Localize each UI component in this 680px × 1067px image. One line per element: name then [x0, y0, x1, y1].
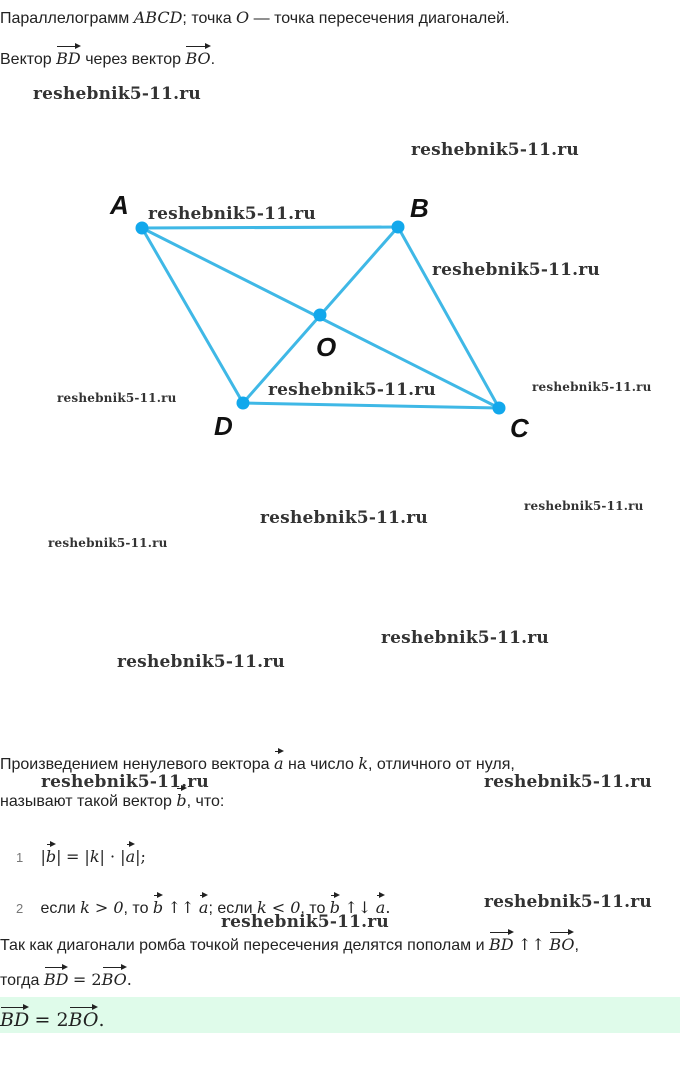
- vector-bo: BO: [185, 44, 210, 70]
- theory-text: называют такой вектор: [0, 793, 172, 810]
- theory-text: , отличного от нуля,: [368, 756, 515, 773]
- period: .: [385, 898, 391, 917]
- label-c: C: [510, 413, 529, 443]
- abs-dot: | · |: [99, 847, 126, 866]
- math-condition: k < 0: [256, 898, 301, 917]
- watermark: reshebnik5-11.ru: [48, 536, 168, 550]
- problem-text: Параллелограмм: [0, 10, 130, 27]
- list-number: 1: [16, 850, 24, 865]
- theory-text: ; если: [208, 900, 253, 917]
- watermark: reshebnik5-11.ru: [117, 652, 285, 672]
- point-d: [237, 397, 250, 410]
- side-ab: [142, 227, 398, 228]
- problem-text: .: [210, 51, 216, 68]
- vector-bd: BD: [489, 930, 514, 956]
- vector-a: a: [376, 893, 386, 919]
- watermark: reshebnik5-11.ru: [221, 912, 389, 932]
- point-a: [136, 222, 149, 235]
- vector-bo: BO: [102, 965, 127, 991]
- problem-text: через вектор: [85, 51, 182, 68]
- vector-b: b: [330, 893, 340, 919]
- abs-open: |: [40, 847, 46, 866]
- point-c: [493, 402, 506, 415]
- codirectional-symbol: ↑↑: [167, 898, 195, 917]
- period: .: [126, 970, 132, 989]
- period: .: [98, 1009, 105, 1031]
- theory-text: , что:: [186, 793, 225, 810]
- antidirectional-symbol: ↑↓: [344, 898, 372, 917]
- vector-bd: BD: [0, 1005, 29, 1031]
- math-k: k: [89, 847, 100, 866]
- vector-bo: BO: [69, 1005, 99, 1031]
- label-d: D: [214, 411, 233, 441]
- watermark: reshebnik5-11.ru: [57, 391, 177, 405]
- watermark: reshebnik5-11.ru: [532, 380, 652, 394]
- math-condition: k > 0: [80, 898, 124, 917]
- math-k: k: [358, 754, 369, 773]
- vector-bo: BO: [549, 930, 574, 956]
- equation-sign: = 2: [34, 1009, 69, 1031]
- solution-text: Так как диагонали ромба точкой пересечения делятся пополам и: [0, 937, 485, 954]
- solution-text: ,: [574, 937, 579, 954]
- watermark: reshebnik5-11.ru: [432, 260, 600, 280]
- watermark: reshebnik5-11.ru: [381, 628, 549, 648]
- vector-bd: BD: [44, 965, 69, 991]
- label-a: A: [110, 190, 129, 220]
- abs-close: |: [56, 847, 62, 866]
- theory-text: , то: [300, 900, 326, 917]
- point-b: [392, 221, 405, 234]
- solution-line-2: [0, 965, 132, 992]
- list-number: 2: [16, 901, 24, 916]
- watermark: reshebnik5-11.ru: [524, 499, 644, 513]
- solution-line-1: [0, 930, 579, 957]
- equation-sign: = 2: [72, 970, 102, 989]
- theory-text: если: [40, 900, 76, 917]
- vector-a: a: [199, 893, 209, 919]
- problem-text: — точка пересечения диагоналей.: [253, 10, 510, 27]
- watermark: reshebnik5-11.ru: [260, 508, 428, 528]
- watermark: reshebnik5-11.ru: [41, 772, 209, 792]
- problem-text: ; точка: [182, 10, 232, 27]
- label-b: B: [410, 193, 429, 223]
- point-o: [314, 309, 327, 322]
- theory-text: на число: [287, 756, 354, 773]
- equals-sign: = |: [65, 847, 90, 866]
- vector-b: b: [176, 786, 186, 812]
- codirectional-symbol: ↑↑: [518, 935, 545, 954]
- vector-b: b: [153, 893, 163, 919]
- watermark: reshebnik5-11.ru: [484, 772, 652, 792]
- solution-text: тогда: [0, 972, 40, 989]
- vector-bd: BD: [56, 44, 81, 70]
- vector-a: a: [126, 842, 136, 868]
- abs-close-semicolon: |;: [135, 847, 146, 866]
- watermark: reshebnik5-11.ru: [411, 140, 579, 160]
- watermark: reshebnik5-11.ru: [484, 892, 652, 912]
- watermark: reshebnik5-11.ru: [148, 204, 316, 224]
- label-o: O: [316, 332, 337, 362]
- problem-text: Вектор: [0, 51, 52, 68]
- vector-a: a: [274, 749, 284, 775]
- watermark: reshebnik5-11.ru: [268, 380, 436, 400]
- theory-text: , то: [123, 900, 149, 917]
- theory-text: Произведением ненулевого вектора: [0, 756, 270, 773]
- side-cd: [243, 403, 499, 408]
- math-abcd: ABCD: [133, 8, 183, 27]
- watermark: reshebnik5-11.ru: [33, 84, 201, 104]
- theory-item-1: [0, 842, 146, 869]
- answer-line: [0, 1005, 105, 1032]
- math-o: O: [236, 8, 250, 27]
- vector-b: b: [46, 842, 56, 868]
